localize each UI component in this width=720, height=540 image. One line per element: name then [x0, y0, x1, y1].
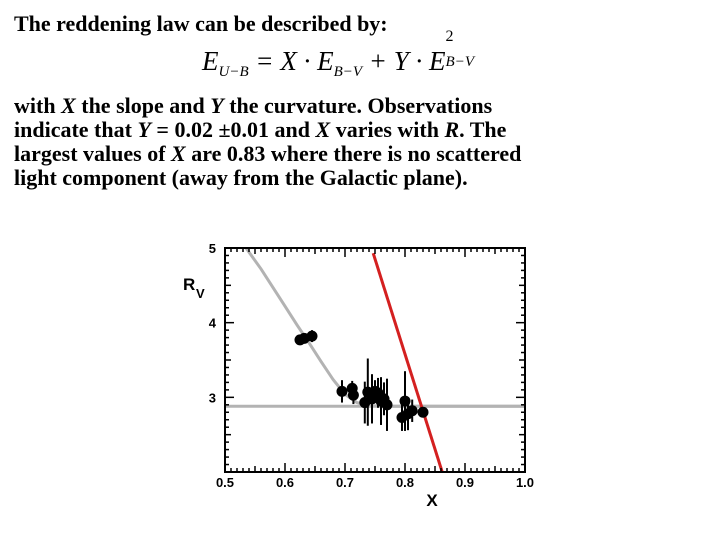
- x-axis-label: X: [426, 491, 438, 510]
- t3x: X: [315, 117, 331, 142]
- t2x: X: [61, 93, 76, 118]
- formula-sup: 2: [445, 28, 454, 45]
- y-tick-label: 4: [208, 315, 216, 331]
- y-tick-label: 5: [208, 241, 216, 256]
- formula-sub3: B−V: [445, 54, 474, 70]
- t2y: Y: [210, 93, 224, 118]
- data-point: [382, 399, 393, 410]
- formula-eq: = X · E: [248, 46, 334, 76]
- data-point: [337, 386, 348, 397]
- y-axis-label-subscript: V: [196, 286, 205, 301]
- data-point: [407, 405, 418, 416]
- t3a: indicate that: [14, 117, 138, 142]
- t4x: X: [171, 141, 186, 166]
- x-tick-label: 0.8: [395, 475, 415, 490]
- t2c: the curvature. Observations: [223, 93, 493, 118]
- t3y: Y: [137, 117, 151, 142]
- t4b: are 0.83 where there is no scattered: [185, 141, 522, 166]
- t4a: largest values of: [14, 141, 172, 166]
- t2a: with: [14, 93, 62, 118]
- x-tick-label: 1.0: [515, 475, 535, 490]
- t5: light component (away from the Galactic plane).: [14, 165, 468, 190]
- data-point: [418, 407, 429, 418]
- data-point: [348, 390, 359, 401]
- t3r: R: [444, 117, 460, 142]
- x-tick-label: 0.7: [335, 475, 355, 490]
- t2b: the slope and: [75, 93, 211, 118]
- data-point: [307, 331, 318, 342]
- t3c: varies with: [330, 117, 445, 142]
- formula-plus: + Y · E: [362, 46, 446, 76]
- x-tick-label: 0.6: [275, 475, 295, 490]
- intro-text: The reddening law can be described by:: [14, 11, 388, 36]
- x-tick-label: 0.9: [455, 475, 475, 490]
- gray-curve: [246, 248, 525, 406]
- red-line: [373, 253, 442, 472]
- formula-sub1: U−B: [218, 64, 249, 80]
- t3b: = 0.02 ±0.01 and: [150, 117, 316, 142]
- formula-e1: E: [202, 46, 219, 76]
- t3d: . The: [459, 117, 507, 142]
- y-tick-label: 3: [208, 390, 216, 406]
- y-axis-label: R: [183, 275, 196, 294]
- formula-sub2: B−V: [333, 64, 363, 80]
- x-tick-label: 0.5: [215, 475, 235, 490]
